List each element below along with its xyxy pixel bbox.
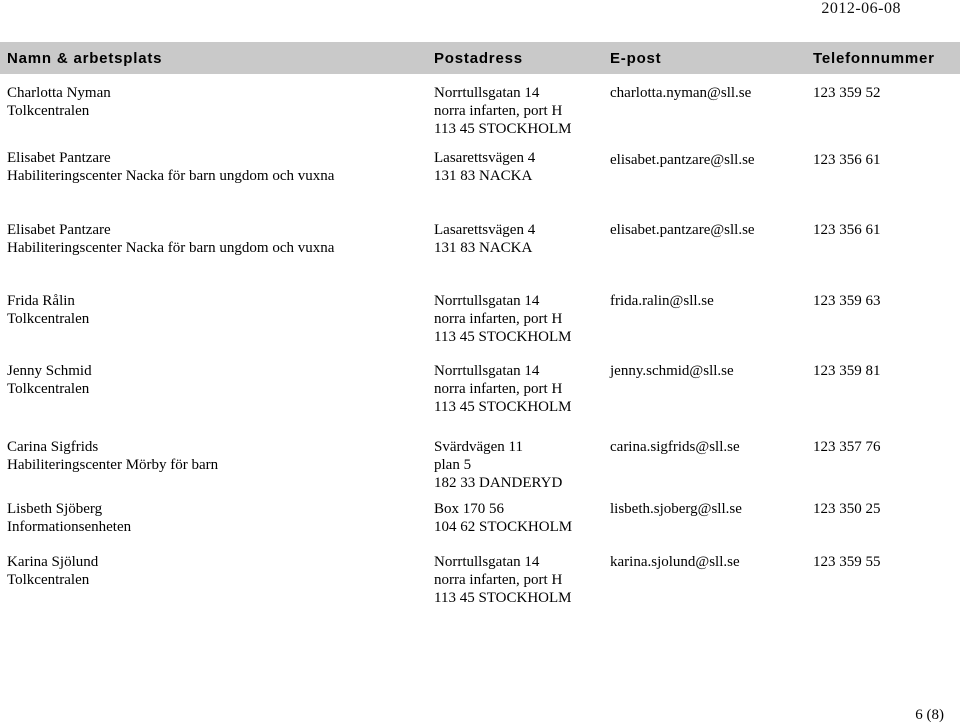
phone-number: 123 359 63 bbox=[813, 293, 881, 309]
email-link[interactable]: lisbeth.sjoberg@sll.se bbox=[610, 501, 742, 517]
contact-workplace: Habiliteringscenter Nacka för barn ungdom och vuxna bbox=[7, 168, 335, 184]
name-cell bbox=[7, 438, 218, 474]
address-line: Lasarettsvägen 4 bbox=[434, 222, 536, 238]
contact-workplace: Tolkcentralen bbox=[7, 103, 90, 119]
email-link[interactable]: carina.sigfrids@sll.se bbox=[610, 439, 740, 455]
name-cell bbox=[7, 292, 89, 328]
address-line: 104 62 STOCKHOLM bbox=[434, 519, 573, 535]
header-email: E-post bbox=[610, 50, 662, 67]
address-line: 113 45 STOCKHOLM bbox=[434, 399, 572, 415]
address-line: Norrtullsgatan 14 bbox=[434, 363, 540, 379]
phone-number: 123 350 25 bbox=[813, 501, 881, 517]
phone-number: 123 359 52 bbox=[813, 85, 881, 101]
email-link[interactable]: jenny.schmid@sll.se bbox=[610, 363, 734, 379]
address-cell bbox=[434, 500, 572, 536]
contact-name: Lisbeth Sjöberg bbox=[7, 501, 103, 517]
contact-workplace: Tolkcentralen bbox=[7, 572, 90, 588]
address-cell bbox=[434, 362, 572, 416]
address-line: norra infarten, port H bbox=[434, 311, 563, 327]
address-line: Lasarettsvägen 4 bbox=[434, 150, 536, 166]
address-line: 113 45 STOCKHOLM bbox=[434, 329, 572, 345]
contact-workplace: Tolkcentralen bbox=[7, 381, 90, 397]
email-link[interactable]: elisabet.pantzare@sll.se bbox=[610, 152, 755, 168]
name-cell bbox=[7, 500, 131, 536]
phone-number: 123 356 61 bbox=[813, 222, 881, 238]
name-cell bbox=[7, 362, 92, 398]
page-number: 6 (8) bbox=[915, 707, 944, 723]
contact-name: Jenny Schmid bbox=[7, 363, 92, 379]
contact-workplace: Tolkcentralen bbox=[7, 311, 90, 327]
address-line: 182 33 DANDERYD bbox=[434, 475, 563, 491]
address-line: 113 45 STOCKHOLM bbox=[434, 590, 572, 606]
address-line: plan 5 bbox=[434, 457, 472, 473]
address-line: 131 83 NACKA bbox=[434, 168, 533, 184]
address-line: Norrtullsgatan 14 bbox=[434, 293, 540, 309]
address-cell bbox=[434, 292, 572, 346]
contact-workplace: Habiliteringscenter Nacka för barn ungdom och vuxna bbox=[7, 240, 335, 256]
contact-workplace: Habiliteringscenter Mörby för barn bbox=[7, 457, 219, 473]
name-cell bbox=[7, 84, 111, 120]
email-link[interactable]: karina.sjolund@sll.se bbox=[610, 554, 740, 570]
phone-number: 123 359 81 bbox=[813, 363, 881, 379]
address-line: 131 83 NACKA bbox=[434, 240, 533, 256]
contact-name: Elisabet Pantzare bbox=[7, 150, 111, 166]
contact-name: Karina Sjölund bbox=[7, 554, 99, 570]
address-line: Norrtullsgatan 14 bbox=[434, 85, 540, 101]
header-phone: Telefonnummer bbox=[813, 50, 935, 67]
email-link[interactable]: elisabet.pantzare@sll.se bbox=[610, 222, 755, 238]
address-cell bbox=[434, 553, 572, 607]
phone-number: 123 356 61 bbox=[813, 152, 881, 168]
phone-number: 123 357 76 bbox=[813, 439, 881, 455]
name-cell bbox=[7, 553, 98, 589]
address-line: Box 170 56 bbox=[434, 501, 505, 517]
name-cell bbox=[7, 221, 334, 257]
contact-name: Frida Rålin bbox=[7, 293, 75, 309]
address-line: Norrtullsgatan 14 bbox=[434, 554, 540, 570]
address-line: norra infarten, port H bbox=[434, 381, 563, 397]
header-address: Postadress bbox=[434, 50, 523, 67]
address-line: norra infarten, port H bbox=[434, 572, 563, 588]
contact-name: Elisabet Pantzare bbox=[7, 222, 111, 238]
header-name: Namn & arbetsplats bbox=[7, 50, 163, 67]
address-line: Svärdvägen 11 bbox=[434, 439, 524, 455]
address-cell bbox=[434, 221, 535, 257]
page-date: 2012-06-08 bbox=[821, 0, 901, 17]
contact-workplace: Informationsenheten bbox=[7, 519, 132, 535]
name-cell bbox=[7, 149, 334, 185]
address-cell bbox=[434, 438, 562, 492]
address-line: norra infarten, port H bbox=[434, 103, 563, 119]
email-link[interactable]: frida.ralin@sll.se bbox=[610, 293, 714, 309]
email-link[interactable]: charlotta.nyman@sll.se bbox=[610, 85, 752, 101]
address-cell bbox=[434, 149, 535, 185]
phone-number: 123 359 55 bbox=[813, 554, 881, 570]
contact-name: Charlotta Nyman bbox=[7, 85, 111, 101]
address-line: 113 45 STOCKHOLM bbox=[434, 121, 572, 137]
contact-name: Carina Sigfrids bbox=[7, 439, 99, 455]
address-cell bbox=[434, 84, 572, 138]
